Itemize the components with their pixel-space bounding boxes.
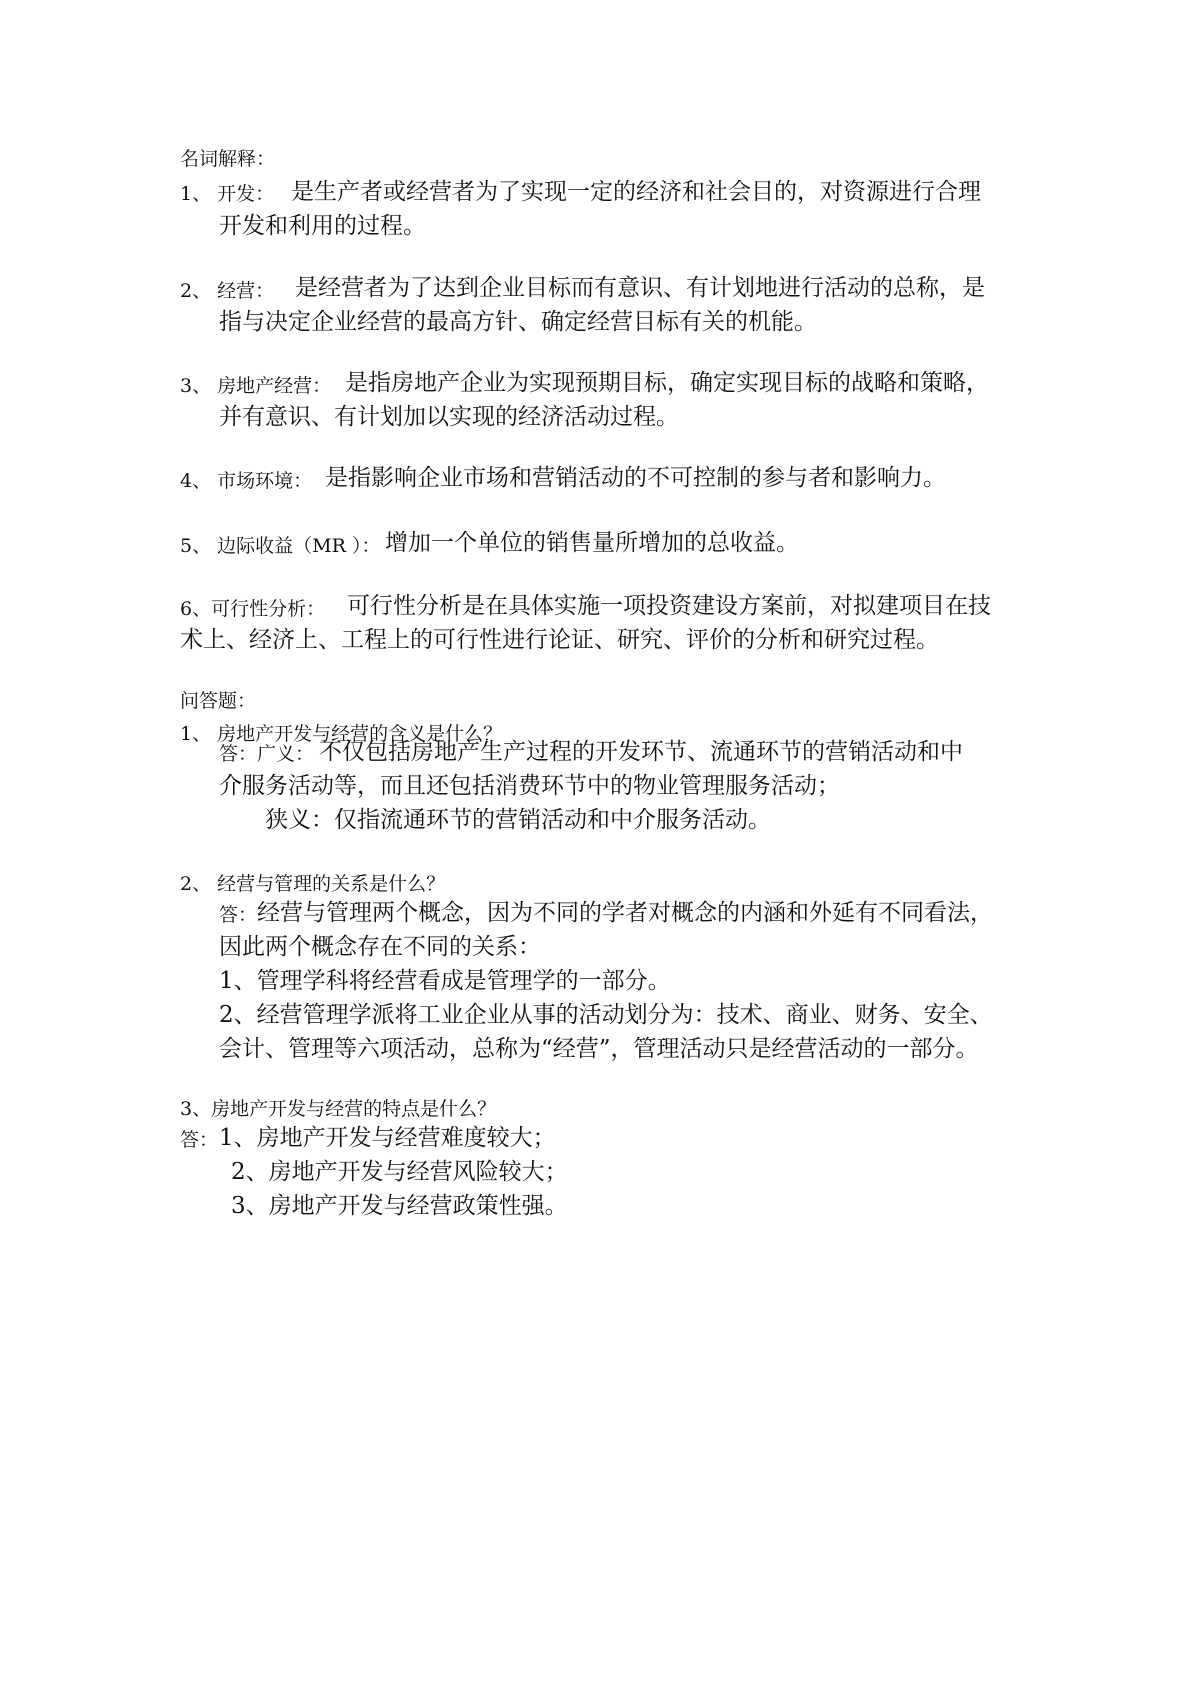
term-6-definition-line-2: 术上、经济上、工程上的可行性进行论证、研究、评价的分析和研究过程。 bbox=[180, 627, 939, 653]
answer-1-label: 答：广义： bbox=[219, 743, 315, 765]
terms-heading: 名词解释： bbox=[180, 148, 276, 170]
term-5-label: 5、 边际收益（MR ）： bbox=[180, 535, 381, 557]
term-3-definition-line-2: 并有意识、有计划加以实现的经济活动过程。 bbox=[219, 404, 679, 430]
answer-2-label: 答： bbox=[219, 904, 258, 926]
answer-2-line-5: 会计、管理等六项活动，总称为“经营”，管理活动只是经营活动的一部分。 bbox=[219, 1036, 979, 1062]
term-5-definition-line-1: 增加一个单位的销售量所增加的总收益。 bbox=[385, 530, 799, 556]
term-3-definition-line-1: 是指房地产企业为实现预期目标，确定实现目标的战略和策略， bbox=[345, 370, 989, 396]
question-3: 3、房地产开发与经营的特点是什么？ bbox=[180, 1098, 497, 1120]
term-6-label: 6、可行性分析： bbox=[180, 598, 326, 620]
answer-1-line-3: 狭义：仅指流通环节的营销活动和中介服务活动。 bbox=[265, 807, 771, 833]
answer-2-line-2: 因此两个概念存在不同的关系： bbox=[219, 934, 541, 960]
answer-2-line-3: 1、管理学科将经营看成是管理学的一部分。 bbox=[219, 968, 671, 994]
qa-heading: 问答题： bbox=[180, 690, 257, 712]
term-4-definition-line-1: 是指影响企业市场和营销活动的不可控制的参与者和影响力。 bbox=[325, 465, 946, 491]
term-2-definition-line-1: 是经营者为了达到企业目标而有意识、有计划地进行活动的总称，是 bbox=[295, 275, 985, 301]
answer-3-line-1: 1、房地产开发与经营难度较大； bbox=[219, 1125, 556, 1151]
answer-1-line-2: 介服务活动等，而且还包括消费环节中的物业管理服务活动； bbox=[219, 773, 840, 799]
answer-3-label: 答： bbox=[180, 1129, 219, 1151]
term-1-definition-line-2: 开发和利用的过程。 bbox=[219, 213, 426, 239]
term-2-definition-line-2: 指与决定企业经营的最高方针、确定经营目标有关的机能。 bbox=[219, 309, 817, 335]
answer-3-line-2: 2、房地产开发与经营风险较大； bbox=[231, 1159, 568, 1185]
answer-1-line-1: 不仅包括房地产生产过程的开发环节、流通环节的营销活动和中 bbox=[319, 739, 963, 765]
term-1-label: 1、 开发： bbox=[180, 183, 275, 205]
term-6-definition-line-1: 可行性分析是在具体实施一项投资建设方案前，对拟建项目在技 bbox=[347, 593, 991, 619]
answer-3-line-3: 3、房地产开发与经营政策性强。 bbox=[231, 1193, 568, 1219]
term-4-label: 4、 市场环境： bbox=[180, 470, 313, 492]
term-2-label: 2、 经营： bbox=[180, 280, 275, 302]
term-1-definition-line-1: 是生产者或经营者为了实现一定的经济和社会目的，对资源进行合理 bbox=[291, 179, 981, 205]
answer-2-line-1: 经营与管理两个概念，因为不同的学者对概念的内涵和外延有不同看法， bbox=[257, 900, 993, 926]
question-2: 2、 经营与管理的关系是什么？ bbox=[180, 873, 446, 895]
question-1: 1、 房地产开发与经营的含义是什么？ bbox=[180, 723, 503, 745]
answer-2-line-4: 2、经营管理学派将工业企业从事的活动划分为：技术、商业、财务、安全、 bbox=[219, 1002, 993, 1028]
term-3-label: 3、 房地产经营： bbox=[180, 375, 332, 397]
